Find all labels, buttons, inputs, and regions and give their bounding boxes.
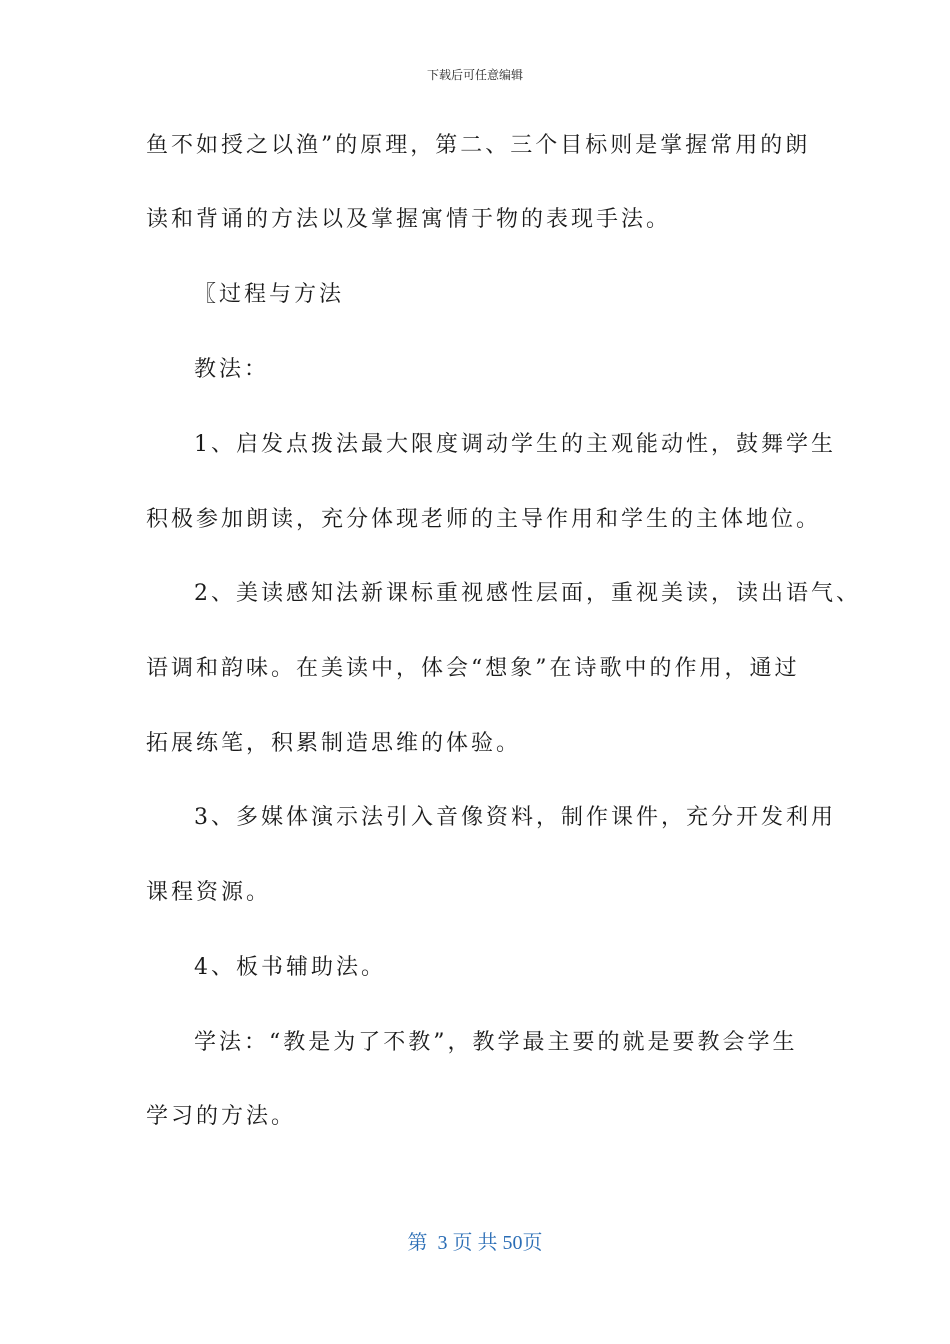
- body-line-8: 语调和韵味。在美读中，体会“想象”在诗歌中的作用，通过: [146, 656, 800, 681]
- body-line-5: 1、启发点拨法最大限度调动学生的主观能动性，鼓舞学生: [194, 432, 836, 457]
- body-line-10: 3、多媒体演示法引入音像资料，制作课件，充分开发利用: [194, 805, 836, 830]
- body-line-3: 〖过程与方法: [194, 282, 345, 307]
- body-line-7: 2、美读感知法新课标重视感性层面，重视美读，读出语气、: [194, 581, 861, 606]
- page-header: 下载后可任意编辑: [426, 68, 523, 82]
- body-line-13: 学法：“教是为了不教”，教学最主要的就是要教会学生: [194, 1030, 798, 1055]
- body-line-1: 鱼不如授之以渔”的原理，第二、三个目标则是掌握常用的朗: [146, 133, 811, 158]
- body-line-2: 读和背诵的方法以及掌握寓情于物的表现手法。: [146, 207, 672, 232]
- body-line-11: 课程资源。: [146, 880, 272, 905]
- body-line-4: 教法：: [194, 357, 270, 382]
- body-line-12: 4、板书辅助法。: [194, 955, 386, 980]
- body-line-14: 学习的方法。: [146, 1104, 297, 1129]
- page-number-footer: 第 3 页 共 50页: [407, 1232, 543, 1254]
- body-line-9: 拓展练笔，积累制造思维的体验。: [146, 731, 522, 756]
- body-line-6: 积极参加朗读，充分体现老师的主导作用和学生的主体地位。: [146, 507, 822, 532]
